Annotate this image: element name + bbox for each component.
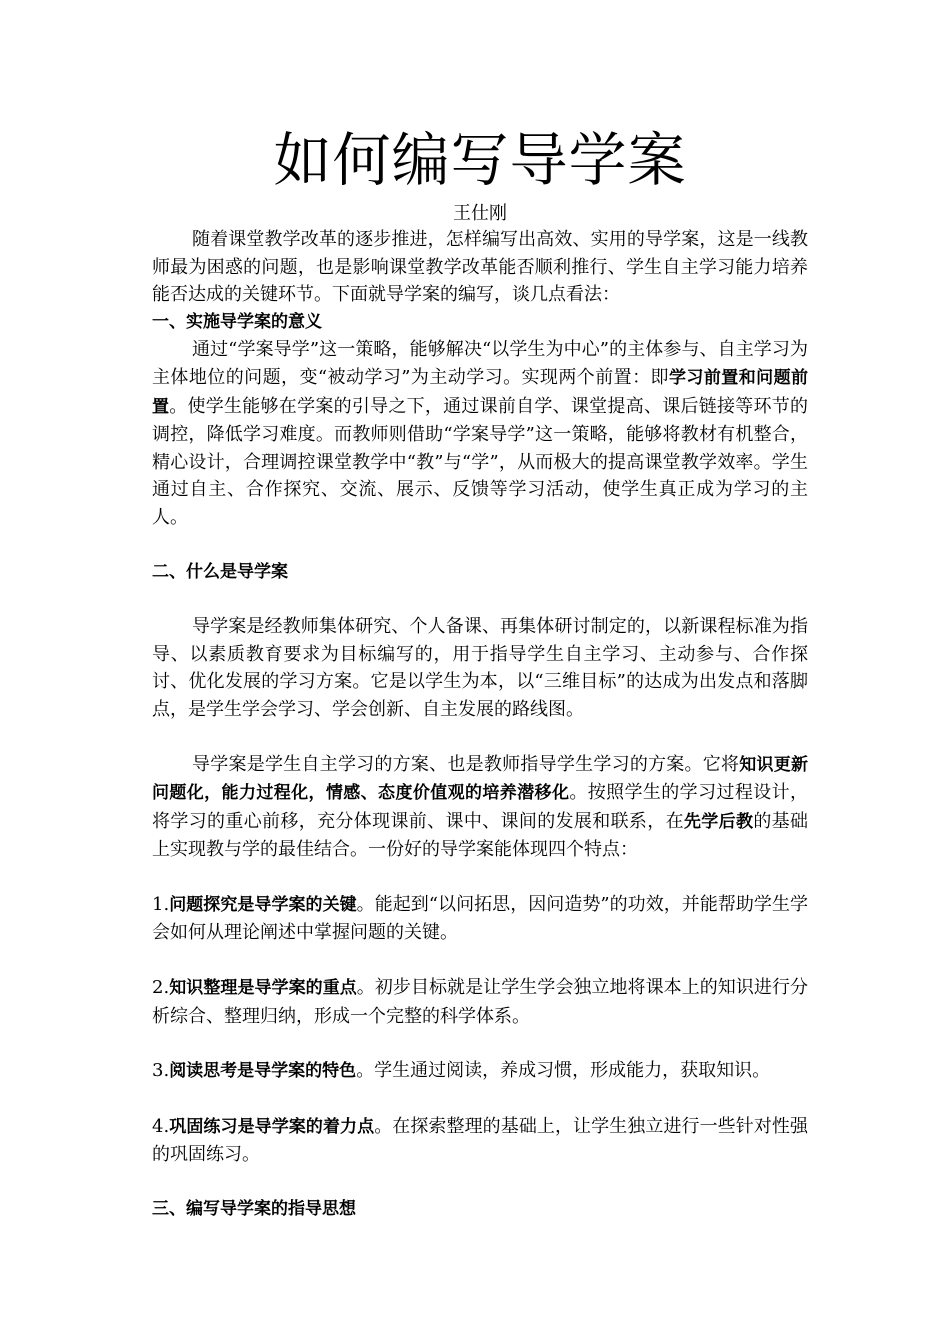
list-item xyxy=(152,974,808,1030)
section2-text-c: 的基础上实现教与学的最佳结合。一份好的导学案能体现四个特点： xyxy=(152,810,809,861)
list-item-number: 2. xyxy=(152,977,170,999)
section1-text-a: 通过“学案导学”这一策略，能够解决“以学生为中心”的主体参与、自主学习为主体地位的问题，变“被动学习”为主动学习。实现两个前置：即 xyxy=(152,339,808,388)
section2-bold-1: 知识更新问题化，能力过程化，情感、态度价值观的培养潜移化 xyxy=(152,754,809,804)
document-page xyxy=(152,118,808,1224)
spacer xyxy=(152,947,808,974)
list-item-text: 。在探索整理的基础上，让学生独立进行一些针对性强的巩固练习。 xyxy=(152,1115,808,1166)
list-item xyxy=(152,891,808,947)
list-item-text: 。能起到“以问拓思，因问造势”的功效，并能帮助学生学会如何从理论阐述中掌握问题的关键。 xyxy=(152,893,809,944)
section1-heading: 一、实施导学案的意义 xyxy=(152,311,322,332)
spacer xyxy=(152,864,808,891)
section1-text-b: 。使学生能够在学案的引导之下，通过课前自学、课堂提高、课后链接等环节的调控，降低学习难度。而教师则借助“学案导学”这一策略，能够将教材有机整合，精心设计，合理调控课堂教学中“教”与“学”，从而极大的提高课堂教学效率。学生通过自主、合作探究、交流、展示、反馈等学习活动，使学生真正成为学习的主人。 xyxy=(152,395,809,528)
section3-heading: 三、编写导学案的指导思想 xyxy=(152,1199,356,1220)
spacer xyxy=(152,532,808,559)
section2-text-a: 导学案是学生自主学习的方案、也是教师指导学生学习的方案。它将 xyxy=(192,753,740,775)
spacer xyxy=(152,1086,808,1113)
list-item-bold: 知识整理是导学案的重点 xyxy=(169,978,357,999)
section2-heading: 二、什么是导学案 xyxy=(152,561,288,582)
list-item-bold: 问题探究是导学案的关键 xyxy=(169,894,357,915)
list-item-text: 。初步目标就是让学生学会独立地将课本上的知识进行分析综合、整理归纳，形成一个完整的科学体系。 xyxy=(152,977,809,1027)
intro-paragraph: 随着课堂教学改革的逐步推进，怎样编写出高效、实用的导学案，这是一线教师最为困惑的问题，也是影响课堂教学改革能否顺利推行、学生自主学习能力培养能否达成的关键环节。下面就导学案的编写，谈几点看法： xyxy=(152,229,808,306)
list-item xyxy=(152,1057,808,1086)
list-item-number: 3. xyxy=(152,1060,170,1082)
section2-paragraph-2 xyxy=(152,751,808,864)
spacer xyxy=(152,586,808,613)
section1-bold: 学习前置和问题前置 xyxy=(152,367,809,417)
section2-text-b: 。按照学生的学习过程设计，将学习的重心前移，充分体现课前、课中、课间的发展和联系，在 xyxy=(152,782,809,832)
list-item-bold: 阅读思考是导学案的特色 xyxy=(169,1061,357,1082)
section1-paragraph xyxy=(152,336,808,531)
author-name: 王仕刚 xyxy=(453,203,507,224)
section2-bold-2: 先学后教 xyxy=(683,811,754,832)
spacer xyxy=(152,724,808,751)
list-item-number: 4. xyxy=(152,1115,170,1137)
list-item-number: 1. xyxy=(152,893,170,915)
list-item-bold: 巩固练习是导学案的着力点 xyxy=(169,1116,375,1137)
spacer xyxy=(152,1030,808,1057)
document-title: 如何编写导学案 xyxy=(273,126,687,194)
section2-paragraph-1: 导学案是经教师集体研究、个人备课、再集体研讨制定的，以新课程标准为指导、以素质教育要求为目标编写的，用于指导学生自主学习、主动参与、合作探讨、优化发展的学习方案。它是以学生为本，以“三维目标”的达成为出发点和落脚点，是学生学会学习、学会创新、自主发展的路线图。 xyxy=(152,616,808,720)
list-item xyxy=(152,1113,808,1169)
spacer xyxy=(152,1169,808,1196)
list-item-text: 。学生通过阅读，养成习惯，形成能力，获取知识。 xyxy=(356,1060,771,1082)
